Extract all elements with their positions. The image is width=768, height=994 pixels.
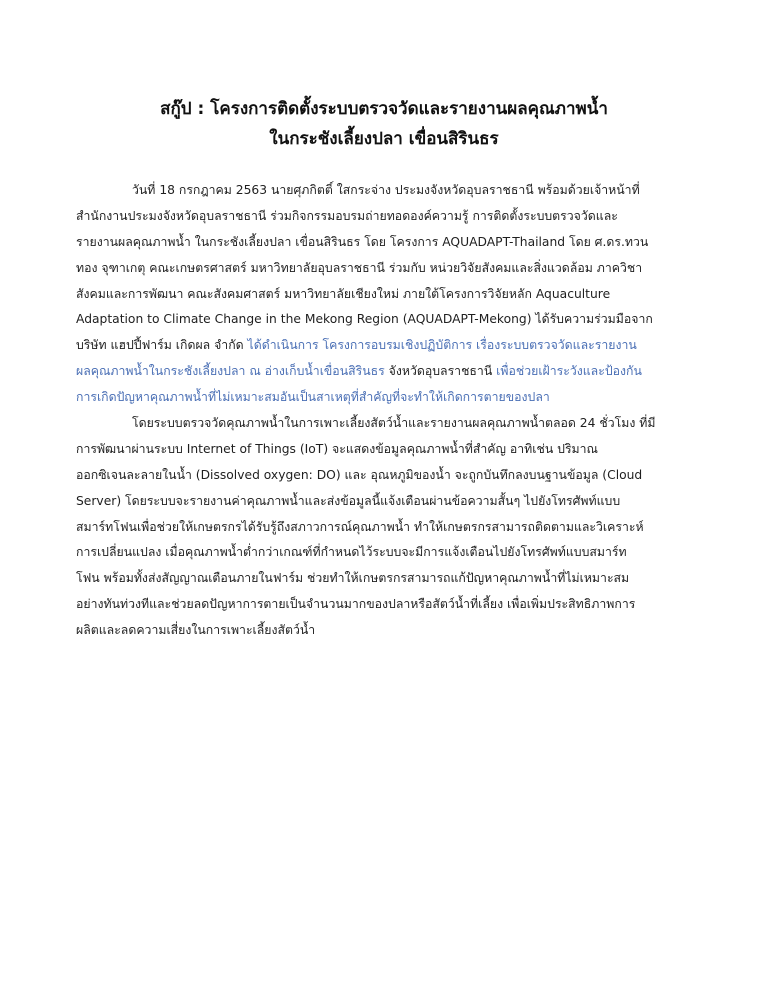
paragraph-1-line: สำนักงานประมงจังหวัดอุบลราชธานี ร่วมกิจกรรมอบรมถ่ายทอดองค์ความรู้ การติดตั้งระบบตรวจวัดและ [76,208,618,223]
paragraph-1-line: การเกิดปัญหาคุณภาพน้ำที่ไม่เหมาะสมอันเป็นสาเหตุที่สำคัญที่จะทำให้เกิดการตายของปลา [76,390,550,405]
title-line-2: ในกระชังเลี้ยงปลา เขื่อนสิรินธร [269,129,499,149]
highlight-text: ผลคุณภาพน้ำในกระชังเลี้ยงปลา ณ อ่างเก็บน้ำเขื่อนสิรินธร [76,364,385,379]
paragraph-2-line: สมาร์ทโฟนเพื่อช่วยให้เกษตรกรได้รับรู้ถึงสภาวการณ์คุณภาพน้ำ ทำให้เกษตรกรสามารถติดตามและวิเคราะห์ [76,519,644,534]
paragraph-1-line: สังคมและการพัฒนา คณะสังคมศาสตร์ มหาวิทยาลัยเชียงใหม่ ภายใต้โครงการวิจัยหลัก Aquaculture [76,286,611,301]
paragraph-2-line: ออกซิเจนละลายในน้ำ (Dissolved oxygen: DO) และ อุณหภูมิของน้ำ จะถูกบันทึกลงบนฐานข้อมูล (Cloud [76,467,643,482]
paragraph-1-line: วันที่ 18 กรกฎาคม 2563 นายศุภกิตติ์ ใสกระจ่าง ประมงจังหวัดอุบลราชธานี พร้อมด้วยเจ้าหน้าที่ [132,183,640,197]
paragraph-2-line: อย่างทันท่วงทีและช่วยลดปัญหาการตายเป็นจำนวนมากของปลาหรือสัตว์น้ำที่เลี้ยง เพื่อเพิ่มประสิทธิภาพการ [76,597,636,612]
highlight-text: เพื่อช่วยเฝ้าระวังและป้องกัน [496,364,642,379]
paragraph-2-line: ผลิตและลดความเสี่ยงในการเพาะเลี้ยงสัตว์น้ำ [76,623,316,638]
paragraph-2-line: การเปลี่ยนแปลง เมื่อคุณภาพน้ำต่ำกว่าเกณฑ์ที่กำหนดไว้ระบบจะมีการแจ้งเตือนไปยังโทรศัพท์แบบสมาร์ท [76,545,627,560]
document-body [76,178,696,644]
company-text: บริษัท แฮปปี้ฟาร์ม เกิดผล จำกัด [76,338,248,353]
paragraph-1-line [76,333,696,359]
province-text: จังหวัดอุบลราชธานี [384,364,497,379]
paragraph-2 [76,411,696,644]
paragraph-1-line: Adaptation to Climate Change in the Mekong Region (AQUADAPT-Mekong) ได้รับความร่วมมือจาก [76,312,653,327]
paragraph-1-line [76,359,696,385]
paragraph-2-line: Server) โดยระบบจะรายงานค่าคุณภาพน้ำและส่งข้อมูลนี้แจ้งเตือนผ่านข้อความสั้นๆ ไปยังโทรศัพท์แบบ [76,493,621,508]
paragraph-1-line: รายงานผลคุณภาพน้ำ ในกระชังเลี้ยงปลา เขื่อนสิรินธร โดย โครงการ AQUADAPT-Thailand โดย ศ.ดร.ทวน [76,234,649,249]
paragraph-2-line: โฟน พร้อมทั้งส่งสัญญาณเตือนภายในฟาร์ม ช่วยทำให้เกษตรกรสามารถแก้ปัญหาคุณภาพน้ำที่ไม่เหมาะสม [76,571,630,586]
paragraph-2-line: การพัฒนาผ่านระบบ Internet of Things (IoT) จะแสดงข้อมูลคุณภาพน้ำที่สำคัญ อาทิเช่น ปริมาณ [76,441,598,456]
title-line-1: สกู๊ป : โครงการติดตั้งระบบตรวจวัดและรายงานผลคุณภาพน้ำ [160,99,608,119]
paragraph-1 [76,178,696,411]
highlight-text: ได้ดำเนินการ โครงการอบรมเชิงปฏิบัติการ เรื่องระบบตรวจวัดและรายงาน [247,338,637,353]
paragraph-1-line: ทอง จุฑาเกตุ คณะเกษตรศาสตร์ มหาวิทยาลัยอุบลราชธานี ร่วมกับ หน่วยวิจัยสังคมและสิ่งแวดล้อม ภาควิชา [76,260,643,275]
document-title [60,94,708,154]
paragraph-2-line: โดยระบบตรวจวัดคุณภาพน้ำในการเพาะเลี้ยงสัตว์น้ำและรายงานผลคุณภาพน้ำตลอด 24 ชั่วโมง ที่มี [132,416,656,431]
